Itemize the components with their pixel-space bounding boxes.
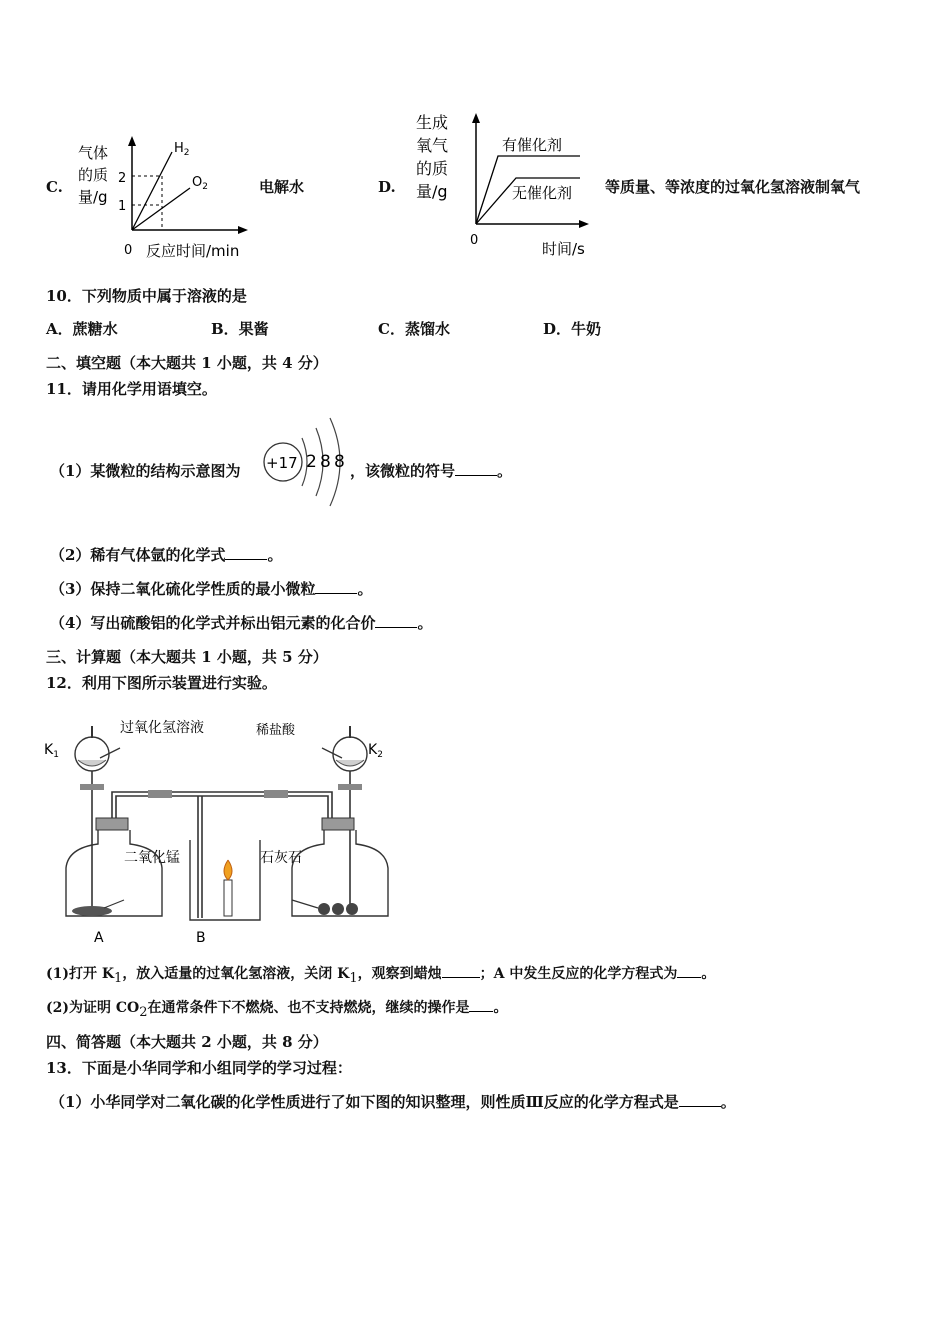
label-b: B: [196, 930, 206, 946]
graph-d-ylabel-4: 量/g: [416, 182, 448, 201]
q13-stem: 13．下面是小华同学和小组同学的学习过程：: [46, 1059, 352, 1077]
shell-2-electrons: 8: [320, 452, 331, 472]
section-2-heading: 二、填空题（本大题共 1 小题，共 4 分）: [46, 354, 328, 372]
electrolysis-graph: [72, 130, 257, 265]
q10-option-a: A．蔗糖水: [46, 320, 118, 338]
label-hcl: 稀盐酸: [256, 723, 296, 738]
h2-label: $H_2$: [174, 141, 190, 158]
graph-c-ylabel-3: 量/g: [78, 188, 108, 206]
label-k1: $K_1$: [44, 742, 59, 760]
q11-stem: 11．请用化学用语填空。: [46, 380, 217, 398]
option-d-caption: 等质量、等浓度的过氧化氢溶液制氧气: [605, 178, 861, 196]
section-3-heading: 三、计算题（本大题共 1 小题，共 5 分）: [46, 648, 328, 666]
nucleus-charge: +17: [266, 454, 298, 472]
label-limestone: 石灰石: [260, 850, 302, 866]
q12-part1: (1)打开 $K_1$，放入适量的过氧化氢溶液，关闭 $K_1$，观察到蜡烛 ；A 中发生反应的化学方程式为 。: [46, 966, 716, 986]
q11-part1-tail: ，该微粒的符号 。: [350, 462, 513, 480]
o2-label: $O_2$: [192, 175, 208, 192]
graph-c-ylabel-1: 气体: [78, 144, 109, 162]
label-k2: $K_2$: [368, 742, 383, 760]
shell-1-electrons: 2: [306, 452, 317, 472]
label-mno2: 二氧化锰: [124, 850, 180, 866]
q11-part4: （4）写出硫酸铝的化学式并标出铝元素的化合价 。: [50, 614, 433, 632]
h2-line: [132, 152, 172, 230]
q11-part3: （3）保持二氧化硫化学性质的最小微粒 。: [50, 580, 373, 598]
graph-c-ylabel-2: 的质: [78, 166, 109, 184]
option-c-letter: C.: [46, 178, 63, 196]
q10-option-c: C．蒸馏水: [378, 320, 450, 338]
graph-c-xlabel: 反应时间/min: [146, 242, 240, 260]
q12-part2: (2)为证明 $CO_2$在通常条件下不燃烧、也不支持燃烧，继续的操作是 。: [46, 1000, 508, 1020]
label-a: A: [94, 930, 104, 946]
q12-stem: 12．利用下图所示装置进行实验。: [46, 674, 277, 692]
q11-part2: （2）稀有气体氩的化学式 。: [50, 546, 283, 564]
experiment-apparatus: [40, 708, 420, 953]
graph-c-tick-1: 1: [118, 199, 127, 214]
q10-stem: 10．下列物质中属于溶液的是: [46, 287, 247, 305]
section-4-heading: 四、简答题（本大题共 2 小题，共 8 分）: [46, 1033, 328, 1051]
q10-option-d: D．牛奶: [543, 320, 602, 338]
graph-d-ylabel-3: 的质: [416, 159, 449, 178]
graph-d-ylabel-2: 氧气: [416, 136, 449, 155]
q10-option-b: B．果酱: [211, 320, 269, 338]
o2-line: [132, 188, 190, 230]
upper-curve-label: 有催化剂: [502, 136, 563, 154]
lower-curve-label: 无催化剂: [512, 184, 573, 202]
graph-d-origin: 0: [470, 233, 479, 248]
graph-c-origin: 0: [124, 243, 133, 258]
option-c-caption: 电解水: [259, 178, 305, 196]
catalyst-graph: [412, 108, 602, 264]
shell-3-electrons: 8: [334, 452, 345, 472]
graph-d-xlabel: 时间/s: [542, 240, 585, 258]
atom-structure-diagram: [258, 410, 354, 510]
option-d-letter: D.: [378, 178, 396, 196]
graph-c-tick-2: 2: [118, 171, 127, 186]
q13-part1: （1）小华同学对二氧化碳的化学性质进行了如下图的知识整理，则性质Ⅲ反应的化学方程式是 。: [50, 1093, 736, 1111]
q11-part1-text: （1）某微粒的结构示意图为: [50, 462, 241, 480]
graph-d-ylabel-1: 生成: [416, 113, 449, 132]
label-h2o2: 过氧化氢溶液: [120, 720, 204, 736]
